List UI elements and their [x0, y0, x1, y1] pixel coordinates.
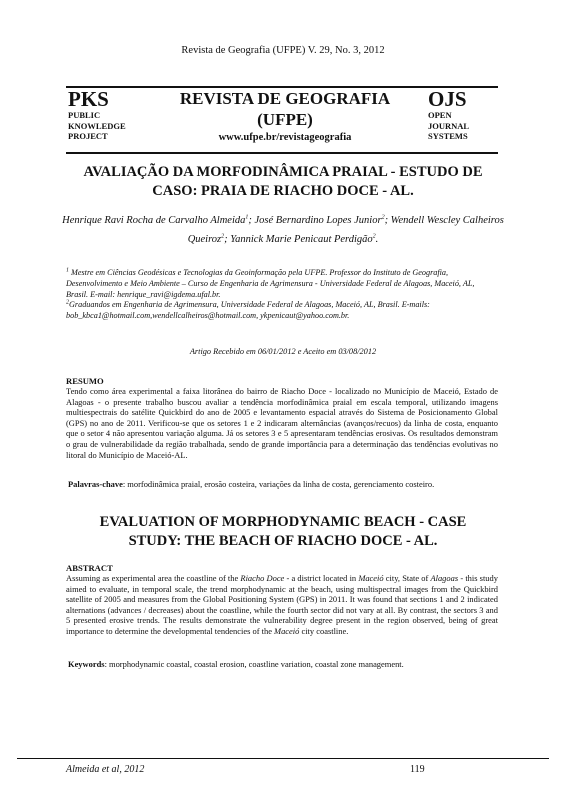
author-3: ; Wendell Wescley Calheiros Queiroz	[187, 215, 504, 245]
keywords-en-label: Keywords	[68, 659, 105, 669]
title-en-line-2: STUDY: THE BEACH OF RIACHO DOCE - AL.	[128, 533, 438, 549]
affiliation-1-mark: 1	[66, 267, 69, 274]
keywords-pt-label: Palavras-chave	[68, 479, 123, 489]
abstract-text-3: city, State of	[383, 573, 431, 583]
keywords-english	[68, 659, 498, 669]
resumo-body: Tendo como área experimental a faixa litorânea do bairro de Riacho Doce - localizado no Município de Maceió, Estado de Alagoas - o presente trabalho buscou avaliar a tendência morfodinâmica praial em escala temporal, utilizando imagens multiespectrais do satélite Quickbird do ano de 2005 e levantamento espacial através do Sistema de Posicionamento Global (GPS) no ano de 2011. Verificou-se que os setores 1 e 2 indicaram alternâncias (avanços/recuos) da linha de costa, enquanto que o setor 4 não apresentou variação alguma. Já os setores 3 e 5 apresentaram tendências erosivas. Os resultados demonstram o grau de vulnerabilidade da região trabalhada, sendo de grande importância para a determinação das tendências evolutivas no litoral do Município de Maceió-AL.	[66, 386, 498, 460]
ojs-line-1: OPEN	[428, 110, 452, 120]
abstract-place-maceio: Maceió	[358, 573, 384, 583]
pks-line-1: PUBLIC	[68, 110, 101, 120]
title-pt-line-1: AVALIAÇÃO DA MORFODINÂMICA PRAIAL - ESTUDO DE	[83, 164, 483, 180]
journal-url: www.ufpe.br/revistageografia	[218, 132, 352, 143]
author-1: Henrique Ravi Rocha de Carvalho Almeida	[62, 215, 246, 226]
pks-line-2: KNOWLEDGE	[68, 120, 126, 131]
journal-title-line-2: (UFPE)	[257, 110, 313, 129]
abstract-text-4: - this study aimed to evaluate, in temporal scale, the trend morphodynamic at the beach, using multispectral images from the Quickbird satellite of 2005 and measures from the Global Positioning System (GPS) in 2011. It was found that sections 1 and 2 indicated alternations (advances / decreases) about the coastline, while the fourth sector did not vary at all. By contrast, the sectors 3 and 5 presented erosive trends. The results demonstrate the vulnerability degree present in the region observed, being of great importance to determine the developmental tendencies of the	[66, 573, 498, 636]
abstract-text-5: city coastline.	[299, 625, 349, 636]
keywords-pt-text: : morfodinâmica praial, erosão costeira, variações da linha de costa, gerenciamento costeiro.	[122, 479, 435, 489]
author-1-affiliation-mark: 1	[245, 214, 249, 221]
header-bottom-rule	[66, 152, 498, 154]
footer-citation: Almeida et al, 2012	[66, 764, 145, 775]
author-list-end: .	[375, 234, 379, 245]
affiliation-2-mark: 2	[66, 299, 69, 306]
ojs-line-3: SYSTEMS	[428, 131, 468, 141]
author-3-affiliation-mark: 2	[221, 233, 225, 240]
title-en-line-1: EVALUATION OF MORPHODYNAMIC BEACH - CASE	[99, 514, 467, 530]
author-2-affiliation-mark: 2	[381, 214, 385, 221]
paper-title-portuguese	[60, 163, 506, 201]
ojs-abbr: OJS	[428, 87, 467, 111]
affiliation-2	[66, 300, 498, 322]
abstract-place-alagoas: Alagoas	[430, 573, 459, 583]
author-4: ; Yannick Marie Penicaut Perdigão	[224, 234, 373, 245]
journal-title-line-1: REVISTA DE GEOGRAFIA	[179, 89, 391, 108]
abstract-text-1: Assuming as experimental area the coastline of the	[66, 573, 241, 583]
abstract-body	[66, 573, 498, 637]
affiliation-1-text: Mestre em Ciências Geodésicas e Tecnologias da Geoinformação pela UFPE. Professor do Instituto de Geografia, Desenvolvimento e Meio Ambiente – Curso de Engenharia de Agrimensura - Universidade Federal de Alagoas, Maceió, AL, Brasil. E-mail: henrique_ravi@igdema.ufal.br.	[66, 268, 475, 299]
author-2: ; José Bernardino Lopes Junior	[248, 215, 382, 226]
affiliation-1	[66, 268, 498, 300]
paper-title-english	[60, 513, 506, 551]
author-list	[60, 211, 506, 249]
keywords-en-text: : morphodynamic coastal, coastal erosion, coastline variation, coastal zone management.	[104, 659, 404, 669]
journal-masthead	[150, 88, 420, 143]
abstract-place-riacho-doce: Riacho Doce	[240, 573, 285, 583]
pks-abbr: PKS	[68, 87, 109, 111]
resumo-heading: RESUMO	[66, 376, 104, 386]
title-pt-line-2: CASO: PRAIA DE RIACHO DOCE - AL.	[152, 183, 414, 199]
journal-citation-line: Revista de Geografia (UFPE) V. 29, No. 3, 2012	[181, 45, 385, 56]
received-accepted-dates: Artigo Recebido em 06/01/2012 e Aceito em 03/08/2012	[189, 347, 377, 356]
pks-logo-block	[68, 88, 148, 142]
pks-line-3: PROJECT	[68, 131, 108, 141]
author-4-affiliation-mark: 2	[372, 233, 376, 240]
ojs-logo-block	[428, 88, 500, 142]
abstract-place-maceio-2: Maceió	[274, 625, 300, 636]
keywords-portuguese	[68, 479, 498, 489]
footer-rule	[17, 758, 549, 759]
abstract-text-2: - a district located in	[284, 573, 359, 583]
affiliations	[66, 268, 498, 322]
page-number: 119	[410, 764, 425, 775]
abstract-heading: ABSTRACT	[66, 563, 113, 573]
ojs-line-2: JOURNAL	[428, 120, 470, 131]
affiliation-2-text: Graduandos em Engenharia de Agrimensura, Universidade Federal de Alagoas, Maceió, AL, Brasil. E-mails: bob_kbca1@hotmail.com,wendellcalheiros@hotmail.com, ykpenicaut@yahoo.com.br.	[66, 300, 430, 321]
